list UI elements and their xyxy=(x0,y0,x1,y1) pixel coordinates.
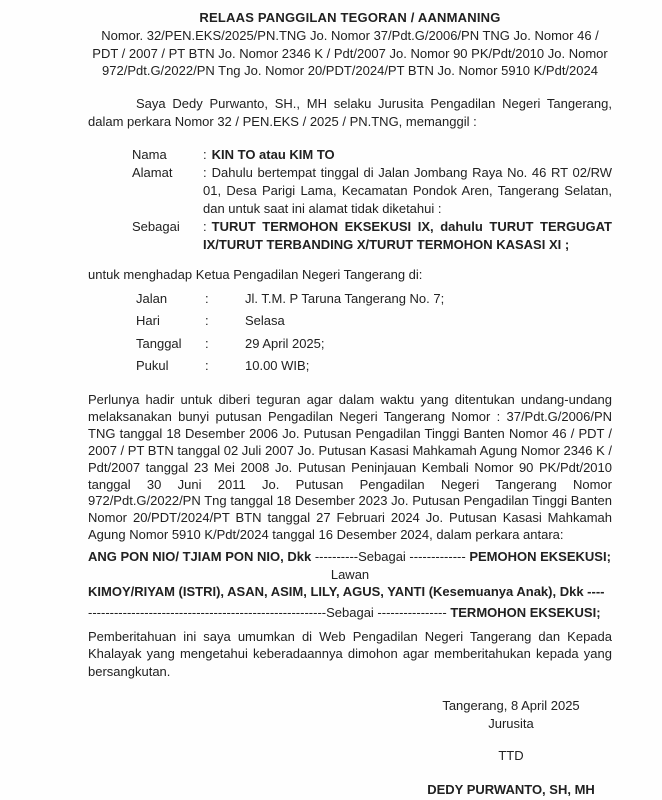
intro-paragraph: Saya Dedy Purwanto, SH., MH selaku Jurusita Pengadilan Negeri Tangerang, dalam perkara Nomor 32 / PEN.EKS / 2025 / PN.TNG, memanggil : xyxy=(88,95,612,129)
sebagai-value-cell xyxy=(203,218,612,254)
alamat-value: Dahulu bertempat tinggal di Jalan Jombang Raya No. 46 RT 02/RW 01, Desa Parigi Lama, Kecamatan Pondok Aren, Tangerang Selatan, dan untuk saat ini alamat tidak diketahui : xyxy=(203,164,612,216)
colon-separator: : xyxy=(205,358,209,373)
signature-block xyxy=(415,697,607,799)
appear-instruction: untuk menghadap Ketua Pengadilan Negeri Tangerang di: xyxy=(88,266,423,282)
appearance-details xyxy=(88,290,612,375)
respondent-role: TERMOHON EKSEKUSI; xyxy=(450,605,601,621)
colon-separator: : xyxy=(205,335,209,351)
case-number-block xyxy=(88,27,612,80)
appearance-row-hari xyxy=(136,312,612,329)
jalan-value: Jl. T.M. P Taruna Tangerang No. 7; xyxy=(245,290,445,306)
nama-label: Nama xyxy=(132,146,167,162)
petitioner-separator: ----------Sebagai ------------- xyxy=(311,549,470,565)
document-title: RELAAS PANGGILAN TEGORAN / AANMANING xyxy=(199,10,501,25)
summoned-details xyxy=(88,146,612,254)
respondent-role-line xyxy=(88,604,612,621)
sebagai-value: TURUT TERMOHON EKSEKUSI IX, dahulu TURUT TERGUGAT IX/TURUT TERBANDING X/TURUT TERMOHON KASASI XI ; xyxy=(203,218,612,252)
appearance-row-tanggal xyxy=(136,335,612,352)
nama-value-cell xyxy=(203,146,612,164)
summoned-row-alamat xyxy=(132,164,612,218)
case-number-line-2: PDT / 2007 / PT BTN Jo. Nomor 2346 K / Pdt/2007 Jo. Nomor 90 PK/Pdt/2010 Jo. Nomor xyxy=(92,45,608,61)
colon-separator: : xyxy=(205,290,209,306)
case-number-line-3: 972/Pdt.G/2022/PN Tng Jo. Nomor 20/PDT/2024/PT BTN Jo. Nomor 5910 K/Pdt/2024 xyxy=(102,63,598,78)
signature-ttd: TTD xyxy=(498,748,524,764)
signature-name: DEDY PURWANTO, SH, MH xyxy=(427,782,595,798)
respondent-separator: -------------------------------------------------------Sebagai ---------------- xyxy=(88,605,451,621)
hari-label: Hari xyxy=(136,313,160,328)
colon-separator: : xyxy=(203,164,207,180)
alamat-label: Alamat xyxy=(132,164,173,180)
petitioner-line xyxy=(88,548,612,565)
tanggal-value: 29 April 2025; xyxy=(245,335,325,351)
petitioner-name: ANG PON NIO/ TJIAM PON NIO, Dkk xyxy=(88,549,312,565)
respondent-names-line: KIMOY/RIYAM (ISTRI), ASAN, ASIM, LILY, AGUS, YANTI (Kesemuanya Anak), Dkk ---- xyxy=(88,583,605,599)
versus-line: Lawan xyxy=(330,566,370,582)
hari-value: Selasa xyxy=(245,313,285,328)
summoned-row-sebagai xyxy=(132,218,612,254)
colon-separator: : xyxy=(205,313,209,328)
tanggal-label: Tanggal xyxy=(136,335,182,351)
appearance-row-jalan xyxy=(136,290,612,307)
pukul-value: 10.00 WIB; xyxy=(245,358,310,373)
appearance-row-pukul xyxy=(136,357,612,374)
jalan-label: Jalan xyxy=(136,290,168,306)
signature-role: Jurusita xyxy=(488,716,534,732)
colon-separator: : xyxy=(203,218,207,234)
parties-block xyxy=(88,548,612,622)
public-notice-paragraph: Pemberitahuan ini saya umumkan di Web Pengadilan Negeri Tangerang dan Kepada Khalayak yang mengetahui keberadaannya dimohon agar memberitahukan kepada yang bersangkutan. xyxy=(88,628,612,679)
judgment-history-paragraph: Perlunya hadir untuk diberi teguran agar dalam waktu yang ditentukan undang-undang melaksanakan bunyi putusan Pengadilan Negeri Tangerang Nomor : 37/Pdt.G/2006/PN TNG tanggal 18 Desember 2006 Jo. Putusan Pengadilan Tinggi Banten Nomor 46 / PDT / 2007 / PT BTN tanggal 02 Juli 2007 Jo. Putusan Kasasi Mahkamah Agung Nomor 2346 K / Pdt/2007 tanggal 23 Mei 2008 Jo. Putusan Peninjauan Kembali Nomor 90 PK/Pdt/2010 tanggal 30 Juni 2011 Jo. Putusan Pengadilan Negeri Tangerang Nomor 972/Pdt.G/2022/PN Tng tanggal 18 Desember 2023 Jo. Putusan Pengadilan Tinggi Banten Nomor 20/PDT/2024/PT BTN tanggal 27 Februari 2024 Jo. Putusan Kasasi Mahkamah Agung Nomor 5910 K/Pdt/2024 tanggal 16 Desember 2024, dalam perkara antara: xyxy=(88,392,612,543)
sebagai-label: Sebagai xyxy=(132,218,180,234)
colon-separator: : xyxy=(203,146,207,162)
alamat-value-cell xyxy=(203,164,612,218)
petitioner-role: PEMOHON EKSEKUSI; xyxy=(469,549,611,565)
case-number-line-1: Nomor. 32/PEN.EKS/2025/PN.TNG Jo. Nomor 37/Pdt.G/2006/PN TNG Jo. Nomor 46 / xyxy=(101,28,599,43)
summoned-row-nama xyxy=(132,146,612,164)
signature-place-date: Tangerang, 8 April 2025 xyxy=(442,698,580,714)
pukul-label: Pukul xyxy=(136,358,169,373)
nama-value: KIN TO atau KIM TO xyxy=(211,146,335,162)
